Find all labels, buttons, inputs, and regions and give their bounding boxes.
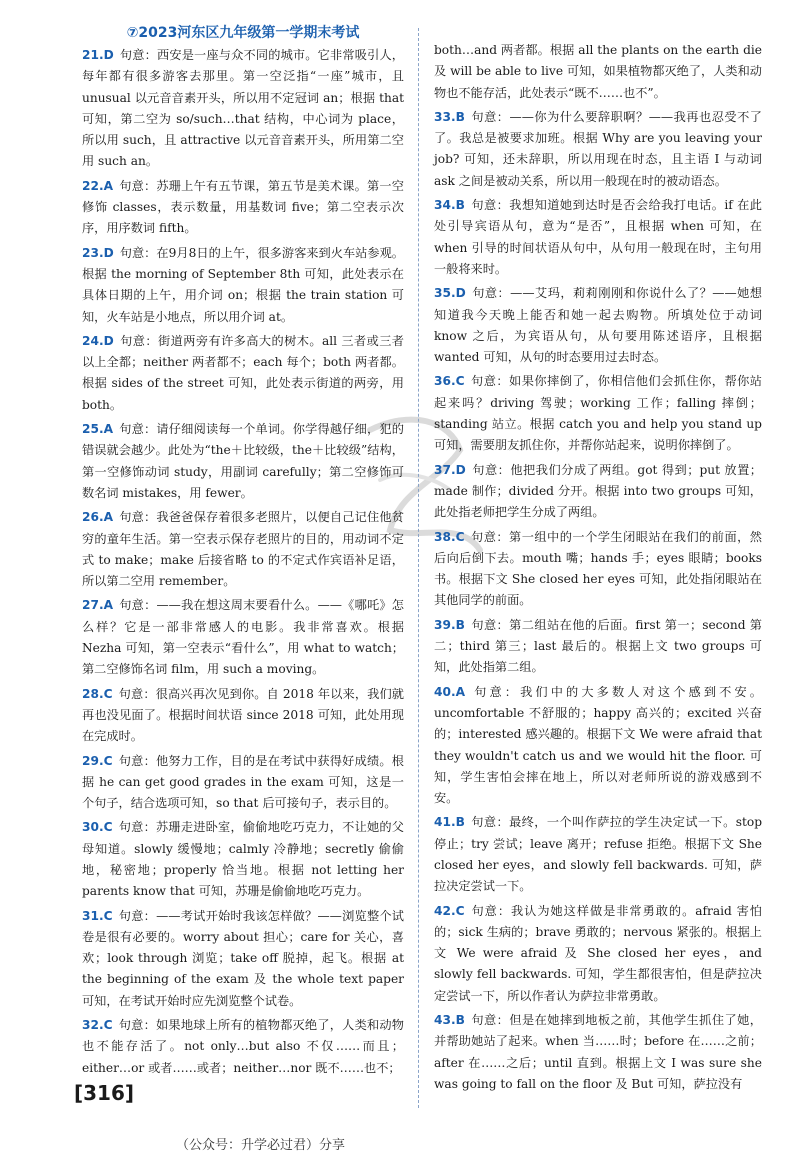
question-number: 30. [82, 820, 104, 835]
question-number: 32. [82, 1018, 104, 1033]
answer-entry [434, 283, 762, 368]
answer-letter: B [455, 198, 465, 213]
question-number: 26. [82, 510, 104, 525]
explanation-text: 句意：但是在她摔到地板之前，其他学生抓住了她，并帮助她站了起来。when 当……时；before 在……之前；after 在……之后；until 直到。根据上文 I was sure she was going to fall on the floor 及 But 可知，萨拉没有 [434, 1013, 762, 1091]
section-title: ⑦2023河东区九年级第一学期末考试 [126, 25, 360, 41]
question-number: 31. [82, 908, 104, 923]
answer-letter: C [455, 374, 465, 389]
question-number: 22. [82, 178, 104, 193]
answer-entry [82, 331, 404, 416]
question-number: 23. [82, 245, 104, 260]
answer-entry [82, 817, 404, 902]
answer-letter: A [455, 684, 466, 699]
explanation-text: 句意：街道两旁有许多高大的树木。all 三者或三者以上全都；neither 两者都不；each 每个；both 两者都。根据 sides of the street 可知，此处表示街道的两旁，用 both。 [82, 333, 404, 412]
explanation-text: 句意：——我在想这周末要看什么。——《哪吒》怎么样？它是一部非常感人的电影。我非常喜欢。根据 Nezha 可知，第一空表示“看什么”，用 what to watch；第二空修饰名词 film，用 such a moving。 [82, 598, 404, 677]
question-number: 33. [434, 109, 456, 124]
answer-letter: C [103, 753, 113, 768]
explanation-text: 句意：——考试开始时我该怎样做？——浏览整个试卷是很有必要的。worry about 担心；care for 关心，喜欢；look through 浏览；take off 脱掉，起飞。根据 at the beginning of the exam 及 the whole text paper 可知，在考试开始时应先浏览整个试卷。 [82, 908, 404, 1008]
explanation-text: 句意：最终，一个叫作萨拉的学生决定试一下。stop 停止；try 尝试；leave 离开；refuse 拒绝。根据下文 She closed her eyes，and slowly fell backwards. 可知，萨拉决定尝试一下。 [434, 815, 762, 894]
answer-letter: D [455, 286, 466, 301]
answer-letter: B [455, 1013, 465, 1028]
question-number: 37. [434, 462, 456, 477]
explanation-text: 句意：第二组站在他的后面。first 第一；second 第二；third 第三；last 最后的。根据上文 two groups 可知，此处指第二组。 [434, 617, 762, 675]
explanation-text: 句意：我们中的大多数人对这个感到不安。uncomfortable 不舒服的；happy 高兴的；excited 兴奋的；interested 感兴趣的。根据下文 We were afraid that they wouldn't catch us and we would hit the floor. 可知，学生害怕会摔在地上，所以对老师所说的游戏感到不安。 [434, 684, 762, 806]
explanation-text: 句意：我爸爸保存着很多老照片，以便自己记住他贫穷的童年生活。第一空表示保存老照片的目的，用动词不定式 to make；make 后接省略 to 的不定式作宾语补足语，所以第二空用 remember。 [82, 510, 404, 589]
question-number: 27. [82, 598, 104, 613]
column-divider [418, 28, 419, 1108]
answer-entry [434, 195, 762, 280]
question-number: 24. [82, 333, 104, 348]
answer-entry [434, 812, 762, 897]
question-number: 29. [82, 753, 104, 768]
question-number: 38. [434, 529, 456, 544]
answer-letter: C [103, 1018, 113, 1033]
answer-entry [82, 595, 404, 680]
answer-entry [434, 615, 762, 679]
answer-entry [82, 419, 404, 504]
left-column [82, 22, 404, 1082]
answer-letter: D [103, 333, 114, 348]
explanation-text: 句意：请仔细阅读每一个单词。你学得越仔细，犯的错误就会越少。此处为“the＋比较级，the＋比较级”结构，第一空修饰动词 study，用副词 carefully；第二空修饰可数名词 mistakes，用 fewer。 [82, 422, 404, 500]
question-number: 40. [434, 684, 456, 699]
explanation-text: 句意：苏珊走进卧室，偷偷地吃巧克力，不让她的父母知道。slowly 缓慢地；calmly 冷静地；secretly 偷偷地，秘密地；properly 恰当地。根据 not letting her parents know that 可知，苏珊是偷偷地吃巧克力。 [82, 820, 404, 899]
answer-entry [82, 507, 404, 592]
answer-entry [82, 751, 404, 815]
explanation-text: 句意：我想知道她到达时是否会给我打电话。if 在此处引导宾语从句，意为“是否”，且根据 when 可知，在 when 引导的时间状语从句中，从句用一般现在时，主句用一般将来时。 [434, 198, 762, 276]
explanation-text: 句意：很高兴再次见到你。自 2018 年以来，我们就再也没见面了。根据时间状语 since 2018 可知，此处用现在完成时。 [82, 686, 404, 744]
question-number: 28. [82, 686, 104, 701]
answer-letter: C [455, 903, 465, 918]
question-number: 41. [434, 815, 456, 830]
answer-letter: B [455, 815, 465, 830]
answer-letter: C [103, 908, 113, 923]
answer-entry [434, 107, 762, 192]
answer-entry [434, 460, 762, 524]
explanation-text: 句意：西安是一座与众不同的城市。它非常吸引人，每年都有很多游客去那里。第一空泛指“一座”城市，且 unusual 以元音音素开头，所以用不定冠词 an；根据 that 可知，第二空为 so/such…that 结构，中心词为 place，所以用 such，且 attractive 以元音音素开头，所用第二空用 such an。 [82, 48, 404, 169]
answer-letter: D [103, 48, 114, 62]
answer-entry [82, 906, 404, 1012]
explanation-text: 句意：他把我们分成了两组。got 得到；put 放置；made 制作；divided 分开。根据 into two groups 可知，此处指老师把学生分成了两组。 [434, 462, 762, 520]
explanation-text: 句意：第一组中的一个学生闭眼站在我们的前面，然后向后倒下去。mouth 嘴；hands 手；eyes 眼睛；books 书。根据下文 She closed her eyes 可知，此处指闭眼站在其他同学的前面。 [434, 529, 762, 608]
answer-letter: C [103, 686, 113, 701]
question-number: 36. [434, 374, 456, 389]
right-column [434, 40, 762, 1098]
answer-entry [434, 901, 762, 1007]
answer-entry [434, 1010, 762, 1095]
answer-letter: A [103, 422, 114, 437]
answer-letter: A [103, 598, 114, 613]
explanation-text: 句意：——你为什么要辞职啊？——我再也忍受不了了。我总是被要求加班。根据 Why are you leaving your job? 可知，还未辞职，所以用现在时态，且主语 I 与动词 ask 之间是被动关系，所以用一般现在时的被动语态。 [434, 109, 762, 188]
answer-letter: D [455, 462, 466, 477]
continuation-text: both…and 两者都。根据 all the plants on the earth die 及 will be able to live 可知，如果植物都灭绝了，人类和动物也不能存活，此处表示“既不……也不”。 [434, 43, 762, 100]
answer-letter: A [103, 178, 114, 193]
explanation-text: 句意：苏珊上午有五节课，第五节是美术课。第一空修饰 classes，表示数量，用基数词 five；第二空表示次序，用序数词 fifth。 [82, 178, 404, 236]
answer-letter: B [455, 617, 465, 632]
answer-entry [434, 682, 762, 810]
answer-letter: B [455, 109, 465, 124]
answer-letter: A [103, 510, 114, 525]
answer-entry [82, 1015, 404, 1079]
explanation-text: 句意：如果地球上所有的植物都灭绝了，人类和动物也不能存活了。not only…but also 不仅……而且；either…or 或者……或者；neither…nor 既不……也不； [82, 1018, 404, 1075]
left-entry-list [82, 45, 404, 1079]
question-number: 42. [434, 903, 456, 918]
page-number-value: 316 [83, 1081, 125, 1105]
explanation-text: 句意：我认为她这样做是非常勇敢的。afraid 害怕的；sick 生病的；brave 勇敢的；nervous 紧张的。根据上文 We were afraid 及 She closed her eyes，and slowly fell backwards. 可知，学生都很害怕，但是萨拉决定尝试一下，所以作者认为萨拉非常勇敢。 [434, 903, 762, 1003]
question-number: 43. [434, 1013, 456, 1028]
question-number: 39. [434, 617, 456, 632]
answer-entry [82, 243, 404, 328]
answer-entry [434, 527, 762, 612]
answer-letter: C [103, 820, 113, 835]
question-number: 35. [434, 286, 456, 301]
question-number: 21. [82, 48, 104, 62]
answer-entry [82, 176, 404, 240]
footer-note: （公众号：升学必过君）分享 [176, 1138, 346, 1153]
right-entry-list [434, 107, 762, 1095]
question-number: 34. [434, 198, 456, 213]
page-number: [316] [74, 1081, 135, 1105]
answer-entry [82, 684, 404, 748]
answer-entry [434, 371, 762, 456]
explanation-text: 句意：如果你摔倒了，你相信他们会抓住你，帮你站起来吗？driving 驾驶；working 工作；falling 摔倒；standing 站立。根据 catch you and help you stand up 可知，需要朋友抓住你，并帮你站起来，说明你摔倒了。 [434, 374, 762, 453]
answer-letter: D [103, 245, 114, 260]
explanation-text: 句意：——艾玛，莉莉刚刚和你说什么了？——她想知道我今天晚上能否和她一起去购物。所填处位于动词 know 之后，为宾语从句，从句要用陈述语序，且根据 wanted 可知，从句的时态要用过去时态。 [434, 286, 762, 365]
explanation-text: 句意：他努力工作，目的是在考试中获得好成绩。根据 he can get good grades in the exam 可知，这是一个句子，结合选项可知，so that 后可接句子，表示目的。 [82, 753, 404, 811]
answer-letter: C [455, 529, 465, 544]
question-number: 25. [82, 422, 104, 437]
answer-entry [82, 45, 404, 173]
explanation-text: 句意：在9月8日的上午，很多游客来到火车站参观。根据 the morning of September 8th 可知，此处表示在具体日期的上午，用介词 on；根据 the train station 可知，火车站是小地点，所以用介词 at。 [82, 245, 404, 324]
